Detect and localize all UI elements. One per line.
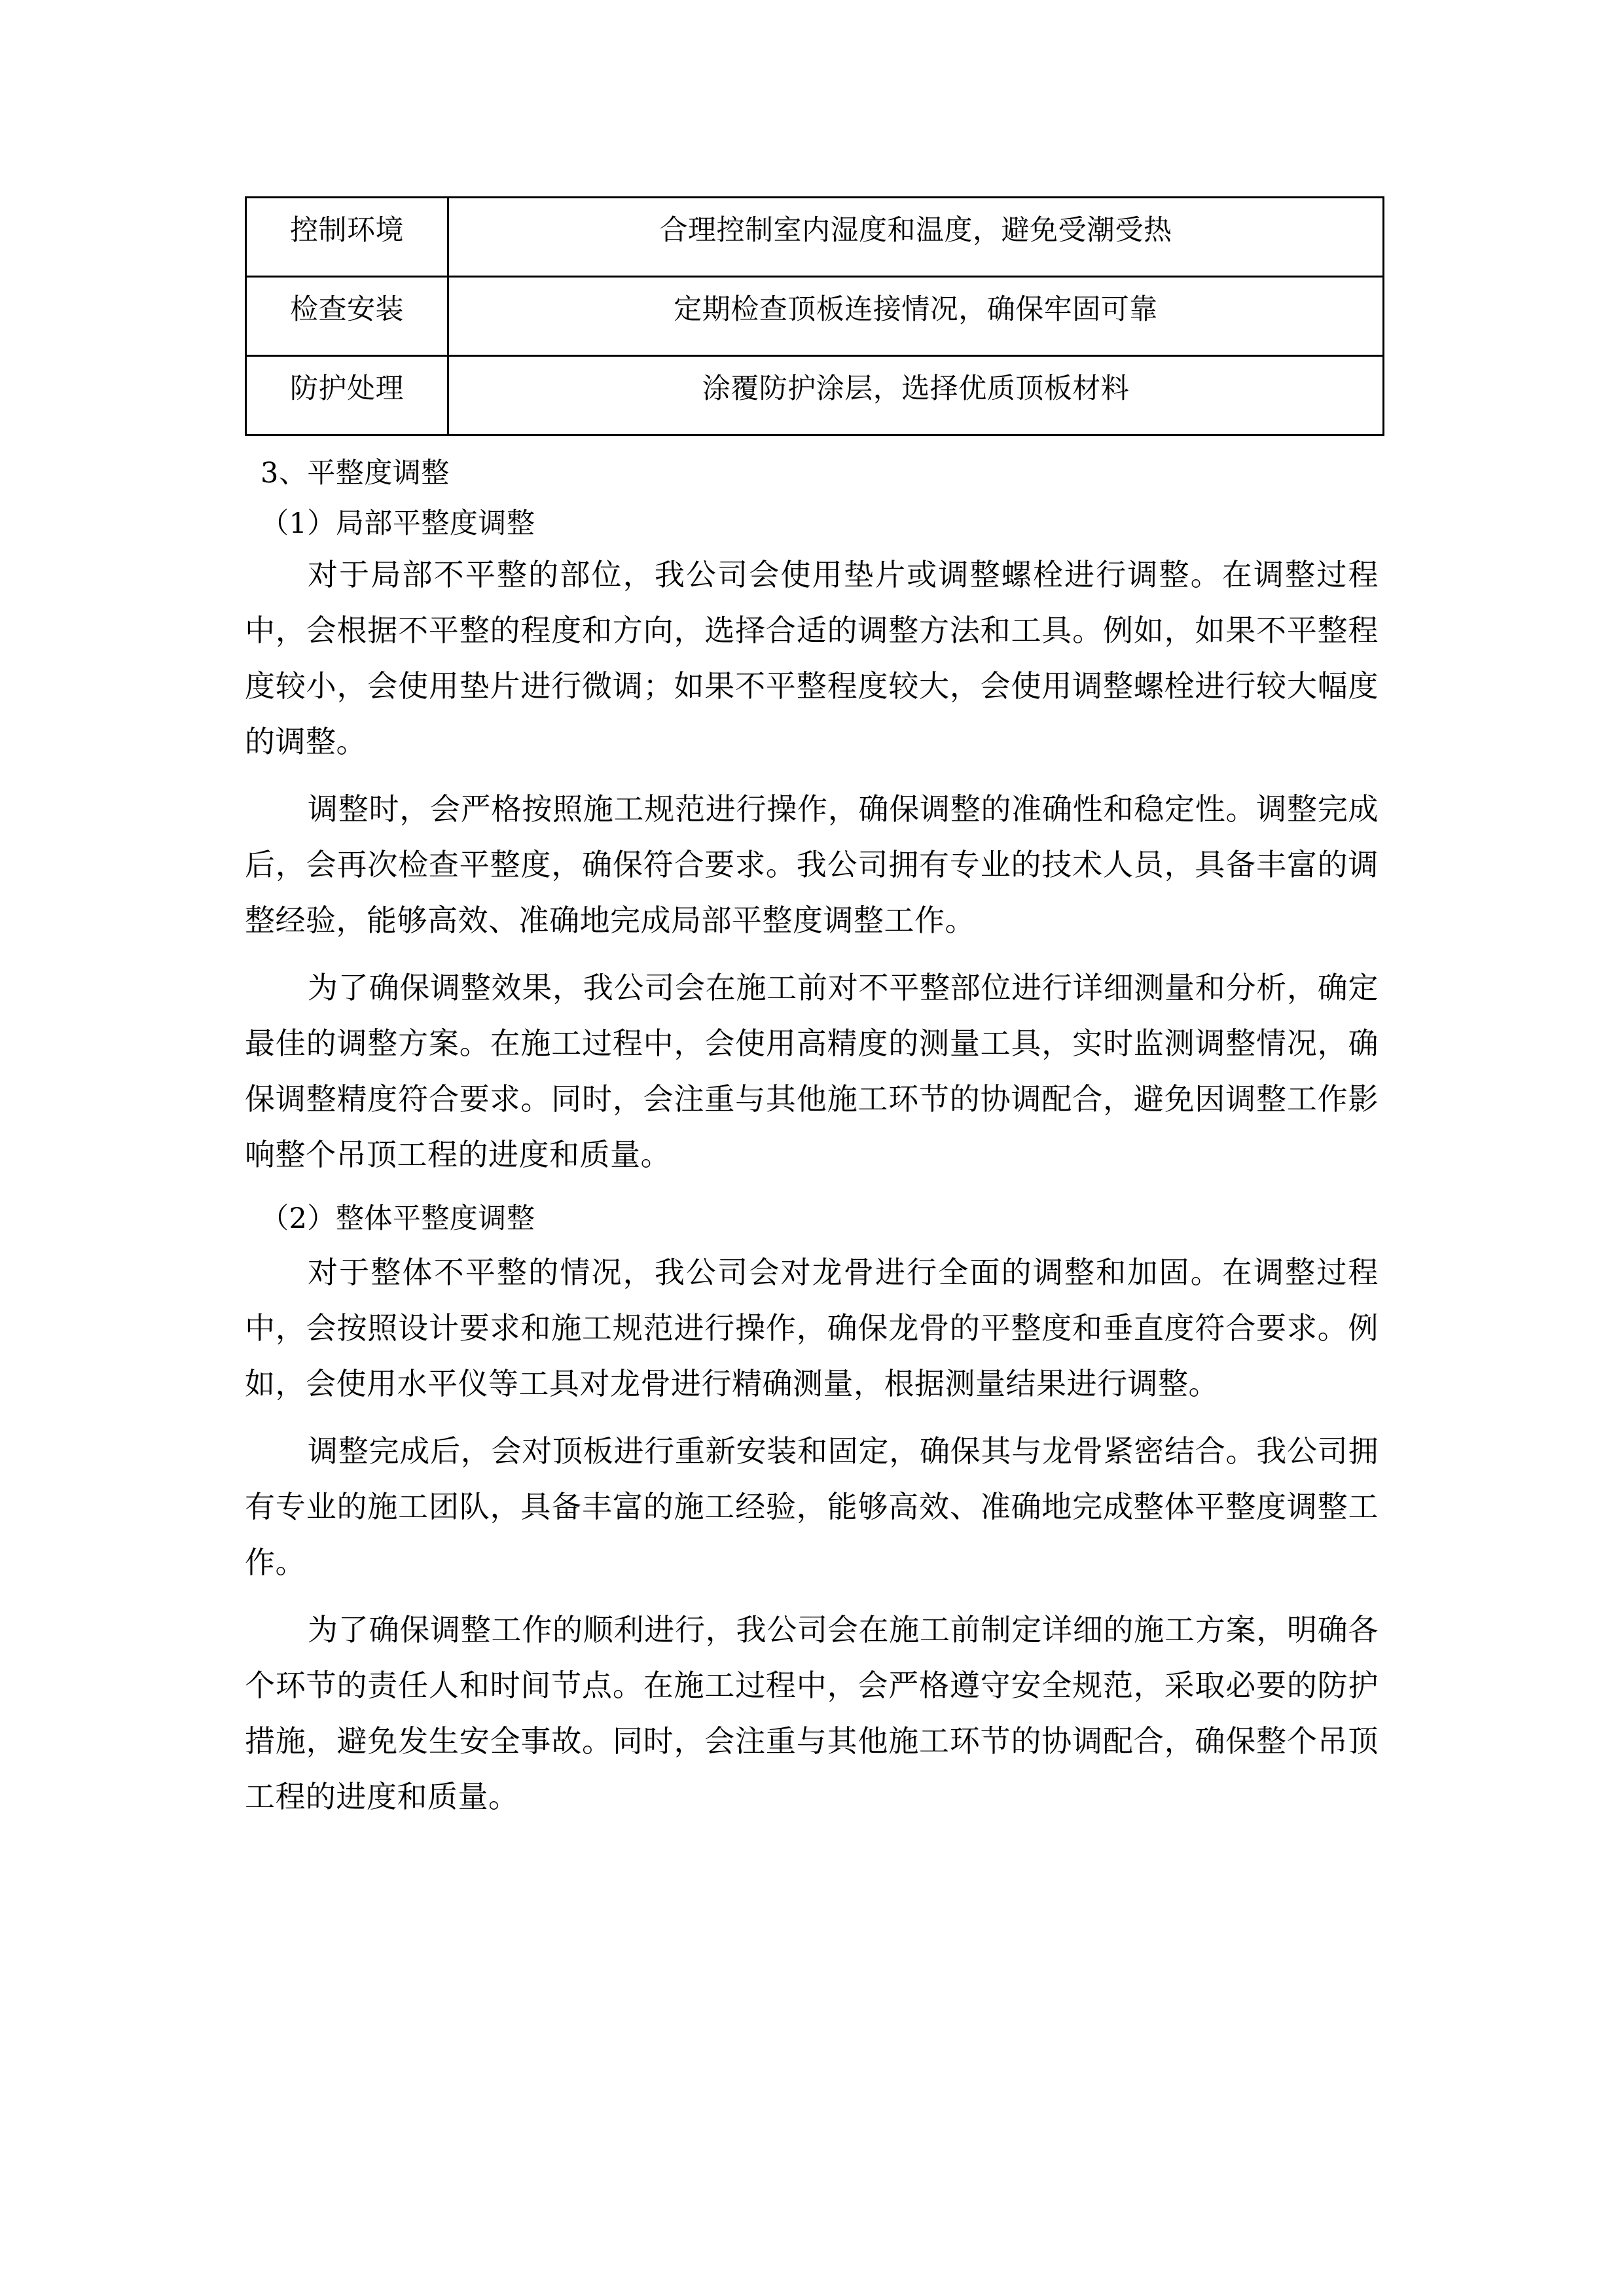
- table-cell-description: [448, 198, 1384, 277]
- table-cell-label: [246, 198, 448, 277]
- subsection-heading-1: （1）局部平整度调整: [261, 507, 535, 540]
- paragraph: 对于整体不平整的情况，我公司会对龙骨进行全面的调整和加固。在调整过程中，会按照设计要求和施工规范进行操作，确保龙骨的平整度和垂直度符合要求。例如，会使用水平仪等工具对龙骨进行精确测量，根据测量结果进行调整。: [245, 1255, 1379, 1401]
- table-row: [246, 277, 1384, 356]
- table-cell-label: [246, 277, 448, 356]
- measure-label: 控制环境: [290, 214, 404, 247]
- measure-description: 定期检查顶板连接情况，确保牢固可靠: [674, 293, 1158, 326]
- page-content: [245, 0, 1379, 1825]
- table-cell-description: [448, 356, 1384, 435]
- table-cell-label: [246, 356, 448, 435]
- measure-label: 检查安装: [290, 293, 404, 326]
- measure-description: 涂覆防护涂层，选择优质顶板材料: [702, 372, 1130, 405]
- paragraph: 为了确保调整工作的顺利进行，我公司会在施工前制定详细的施工方案，明确各个环节的责任人和时间节点。在施工过程中，会严格遵守安全规范，采取必要的防护措施，避免发生安全事故。同时，会注重与其他施工环节的协调配合，确保整个吊顶工程的进度和质量。: [245, 1612, 1379, 1814]
- section-heading-3: 3、平整度调整: [261, 457, 450, 490]
- paragraph: 调整完成后，会对顶板进行重新安装和固定，确保其与龙骨紧密结合。我公司拥有专业的施工团队，具备丰富的施工经验，能够高效、准确地完成整体平整度调整工作。: [245, 1433, 1379, 1580]
- maintenance-measures-table: [245, 196, 1384, 436]
- measure-label: 防护处理: [290, 372, 404, 405]
- paragraph: 调整时，会严格按照施工规范进行操作，确保调整的准确性和稳定性。调整完成后，会再次检查平整度，确保符合要求。我公司拥有专业的技术人员，具备丰富的调整经验，能够高效、准确地完成局部平整度调整工作。: [245, 791, 1379, 938]
- paragraph: 对于局部不平整的部位，我公司会使用垫片或调整螺栓进行调整。在调整过程中，会根据不平整的程度和方向，选择合适的调整方法和工具。例如，如果不平整程度较小，会使用垫片进行微调；如果不平整程度较大，会使用调整螺栓进行较大幅度的调整。: [245, 557, 1379, 759]
- paragraph: 为了确保调整效果，我公司会在施工前对不平整部位进行详细测量和分析，确定最佳的调整方案。在施工过程中，会使用高精度的测量工具，实时监测调整情况，确保调整精度符合要求。同时，会注重与其他施工环节的协调配合，避免因调整工作影响整个吊顶工程的进度和质量。: [245, 970, 1379, 1172]
- table-cell-description: [448, 277, 1384, 356]
- measure-description: 合理控制室内湿度和温度，避免受潮受热: [659, 214, 1172, 247]
- table-row: [246, 198, 1384, 277]
- subsection-heading-2: （2）整体平整度调整: [261, 1202, 535, 1235]
- table-body: [246, 198, 1384, 435]
- table-row: [246, 356, 1384, 435]
